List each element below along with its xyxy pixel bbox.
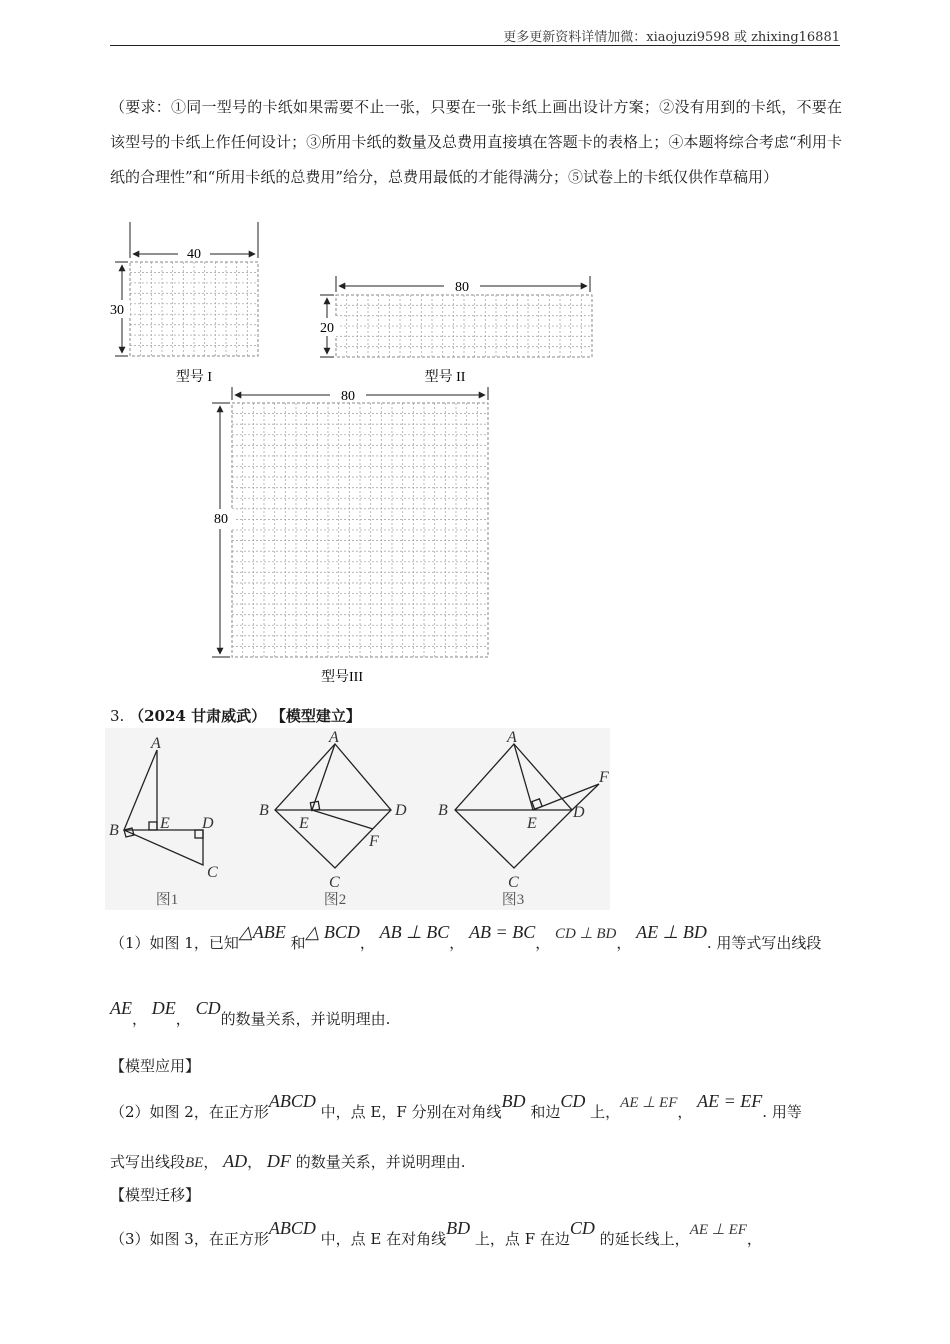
- part1-prefix: （1）如图 1，已知: [110, 934, 239, 952]
- part2-seg-be: BE: [185, 1155, 204, 1171]
- fig2-label-E: E: [299, 815, 309, 832]
- card1-width-label: 40: [187, 247, 201, 262]
- part1-seg-de: DE: [151, 998, 176, 1018]
- card-type1: [106, 222, 258, 385]
- part2-mid: 中，点 E，F 分别在对角线: [320, 1103, 502, 1121]
- fig1-label-E: E: [160, 815, 170, 832]
- fig3-label-F: F: [599, 769, 609, 786]
- fig3-caption: 图3: [501, 892, 525, 908]
- part2-seg-df: DF: [266, 1151, 291, 1171]
- part2-ending: 的数量关系，并说明理由.: [295, 1153, 466, 1171]
- part1-line2: AE， DE， CD的数量关系，并说明理由.: [110, 998, 391, 1028]
- part3-mid3: 的延长线上，: [599, 1230, 690, 1248]
- part3-cond-ae-perp-ef: AE ⊥ EF: [689, 1222, 747, 1238]
- part2-line2: 式写出线段BE， AD， DF 的数量关系，并说明理由.: [110, 1151, 466, 1171]
- card-type2: [314, 276, 592, 385]
- part3-diag: BD: [446, 1218, 471, 1238]
- card3-width-label: 80: [341, 389, 355, 404]
- part1-seg-ae: AE: [110, 998, 132, 1018]
- fig2-label-F: F: [369, 833, 379, 850]
- part1-line1: （1）如图 1，已知△ABE 和△ BCD， AB ⊥ BC， AB = BC， CD ⊥ BD， AE ⊥ BD. 用等式写出线段: [110, 922, 822, 952]
- card-type3: [210, 386, 488, 685]
- q3-heading: [110, 705, 361, 726]
- card1-caption: 型号 I: [175, 370, 213, 385]
- q3-number: 3.: [110, 707, 125, 725]
- part3-prefix: （3）如图 3，在正方形: [110, 1230, 269, 1248]
- fig2-caption: 图2: [323, 892, 347, 908]
- part3-mid: 中，点 E 在对角线: [320, 1230, 447, 1248]
- section-apply: 【模型应用】: [110, 1057, 201, 1075]
- fig3-label-C: C: [508, 874, 519, 891]
- requirements-paragraph: （要求：①同一型号的卡纸如果需要不止一张，只要在一张卡纸上画出设计方案；②没有用到的卡纸，不要在该型号的卡纸上作任何设计；③所用卡纸的数量及总费用直接填在答题卡的表格上；④本题将综合考虑“利用卡纸的合理性”和“所用卡纸的总费用”给分，总费用最低的才能得满分；⑤试卷上的卡纸仅供作草稿用）: [110, 98, 842, 186]
- fig1-label-B: B: [109, 822, 119, 839]
- part2-edge: CD: [560, 1091, 586, 1111]
- part1-cond-ae-perp-bd: AE ⊥ BD: [636, 922, 707, 942]
- card2-width-label: 80: [455, 280, 469, 295]
- fig3-label-B: B: [438, 802, 448, 819]
- part2-on: 上，: [590, 1103, 621, 1121]
- fig2-label-A: A: [329, 729, 339, 746]
- part2-diag: BD: [501, 1091, 526, 1111]
- fig3-label-A: A: [507, 729, 517, 746]
- part2-line1: （2）如图 2，在正方形ABCD 中，点 E，F 分别在对角线BD 和边CD 上，AE ⊥ EF， AE = EF. 用等: [110, 1091, 802, 1121]
- part2-seg-ad: AD: [223, 1151, 248, 1171]
- part1-tri-bcd: △ BCD: [305, 922, 360, 942]
- q3-section-model: 【模型建立】: [270, 707, 361, 725]
- fig2-label-D: D: [395, 802, 407, 819]
- card1-height-label: 30: [110, 303, 124, 318]
- part1-seg-cd: CD: [195, 998, 221, 1018]
- part2-square: ABCD: [268, 1091, 316, 1111]
- part3-edge: CD: [569, 1218, 595, 1238]
- header-contact: 更多更新资料详情加微：xiaojuzi9598 或 zhixing16881: [503, 30, 840, 45]
- section-transfer: 【模型迁移】: [110, 1186, 201, 1204]
- part2-suffix: . 用等: [762, 1103, 802, 1121]
- part2-line2-prefix: 式写出线段: [110, 1153, 186, 1171]
- part1-and: 和: [290, 934, 306, 952]
- card3-height-label: 80: [214, 512, 228, 527]
- fig2-label-C: C: [329, 874, 340, 891]
- part3-mid2: 上，点 F 在边: [474, 1230, 570, 1248]
- fig1-label-A: A: [151, 735, 161, 752]
- card2-height-label: 20: [320, 321, 334, 336]
- part1-cond-ab-eq-bc: AB = BC: [469, 922, 536, 942]
- part1-ending: 的数量关系，并说明理由.: [220, 1010, 391, 1028]
- part2-edge-text: 和边: [530, 1103, 561, 1121]
- part2-cond-ae-perp-ef: AE ⊥ EF: [620, 1095, 678, 1111]
- part1-suffix: . 用等式写出线段: [706, 934, 822, 952]
- card2-caption: 型号 II: [424, 370, 466, 385]
- fig1-label-C: C: [207, 864, 218, 881]
- fig2-label-B: B: [259, 802, 269, 819]
- fig3-label-E: E: [527, 815, 537, 832]
- part2-cond-ae-eq-ef: AE = EF: [697, 1091, 763, 1111]
- part1-cond-ab-perp-bc: AB ⊥ BC: [379, 922, 450, 942]
- fig1-caption: 图1: [155, 892, 179, 908]
- fig3-label-D: D: [573, 804, 585, 821]
- card3-caption: 型号III: [321, 670, 363, 685]
- part3-square: ABCD: [268, 1218, 316, 1238]
- q3-figures: [105, 728, 610, 910]
- part3-line1: （3）如图 3，在正方形ABCD 中，点 E 在对角线BD 上，点 F 在边CD 的延长线上，AE ⊥ EF，: [110, 1218, 762, 1248]
- part2-prefix: （2）如图 2，在正方形: [110, 1103, 269, 1121]
- part1-cond-cd-perp-bd: CD ⊥ BD: [554, 926, 617, 942]
- part1-tri-abe: △ABE: [238, 922, 286, 942]
- fig1-label-D: D: [202, 815, 214, 832]
- q3-source: （2024 甘肃威武）: [129, 707, 267, 725]
